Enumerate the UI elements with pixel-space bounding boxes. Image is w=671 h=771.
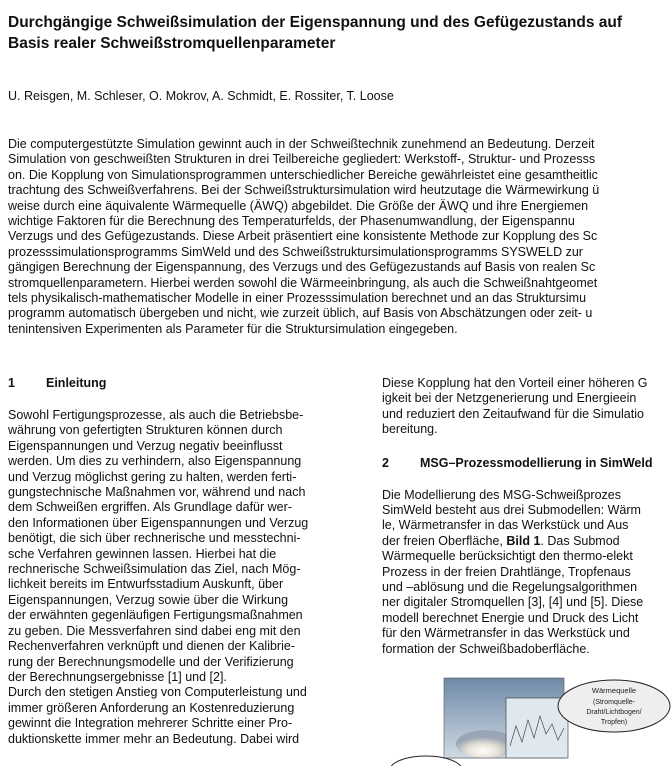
text-line: und reduziert den Zeitaufwand für die Simulatio <box>382 406 644 421</box>
text-line: und Verzug möglichst gering zu halten, werden ferti- <box>8 469 297 484</box>
text-line: den Informationen über Eigenspannungen und Verzug <box>8 515 309 530</box>
text-line: le, Wärmetransfer in das Werkstück und Aus <box>382 518 629 533</box>
abstract-line: on. Die Kopplung von Simulationsprogrammen unterschiedlicher Bereiche gewährleistet eine gesamtheitlic <box>8 167 598 182</box>
text-line: duktionskette immer mehr an Bedeutung. Dabei wird <box>8 731 300 746</box>
text-line: Diese Kopplung hat den Vorteil einer höheren G <box>382 376 648 390</box>
text-line: währung von gefertigten Strukturen können durch <box>8 423 283 438</box>
abstract-line: Simulation von geschweißten Strukturen in drei Teilbereiche gegliedert: Werkstoff-, Struktur- und Prozesss <box>8 152 596 167</box>
text-line: und –ablösung und die Regelungsalgorithmen <box>382 580 638 595</box>
text-line: immer größeren Anforderung an Kostenreduzierung <box>8 700 295 715</box>
text-line: benötigt, die sich über rechnerische und messtechni- <box>8 531 301 546</box>
section-title: MSG–Prozessmodellierung in SimWeld <box>420 455 653 470</box>
abstract-line: trachtung des Schweißverfahrens. Bei der Schweißstruktursimulation wird heutzutage die Wärmewirkung ü <box>8 183 600 198</box>
heat-source-label-4: Tropfen) <box>600 719 628 726</box>
section-number: 1 <box>8 376 15 390</box>
left-column <box>8 376 344 747</box>
right-column <box>382 376 671 657</box>
heat-source-label-2: (Stromquelle- <box>592 699 636 706</box>
section-title: Einleitung <box>46 376 107 390</box>
text-line: lichkeit bereits im Entwurfsstadium Auskunft, über <box>8 577 284 592</box>
abstract-line: prozesssimulationsprogramms SimWeld und des Schweißstruktursimulationsprogramms SYSWELD zur <box>8 244 583 259</box>
text-line: bereitung. <box>382 422 438 437</box>
text-line: zu geben. Die Messverfahren sind dabei eng mit den <box>8 623 301 638</box>
text-line: SimWeld besteht aus drei Submodellen: Wärm <box>382 503 641 518</box>
intro-paragraph <box>8 408 344 685</box>
title-line: Basis realer Schweißstromquellenparameter <box>8 35 336 52</box>
text-line: Prozess in der freien Drahtlänge, Tropfenaus <box>382 564 631 579</box>
text-line: der Berechnungsergebnisse [1] und [2]. <box>8 669 227 684</box>
section-heading-einleitung <box>8 376 344 392</box>
text-line: Die Modellierung des MSG-Schweißprozes <box>382 487 621 502</box>
authors: U. Reisgen, M. Schleser, O. Mokrov, A. Schmidt, E. Rossiter, T. Loose <box>8 89 394 103</box>
text-line: der erwähnten gegenläufigen Fertigungsmaßnahmen <box>8 608 303 623</box>
section-number: 2 <box>382 455 389 470</box>
text-line: Durch den stetigen Anstieg von Computerleistung und <box>8 685 307 700</box>
figure-1 <box>386 676 671 766</box>
text-line: sche Verfahren gewinnen lassen. Hierbei hat die <box>8 546 277 561</box>
text-line: formation der Schweißbadoberfläche. <box>382 641 590 656</box>
abstract-line: gängigen Berechnung der Eigenspannung, des Verzugs und des Gefügezustands auf Basis von realen Sc <box>8 260 596 275</box>
heat-source-label-3: Draht/Lichtbogen/ <box>586 709 642 716</box>
bild-1-ref: Bild 1 <box>506 533 541 548</box>
text-line: Sowohl Fertigungsprozesse, als auch die Betriebsbe- <box>8 408 304 422</box>
text-line: werden. Um dies zu verhindern, also Eigenspannung <box>8 454 302 469</box>
intro-paragraph-2 <box>8 685 344 747</box>
text-line: Eigenspannungen, Verzug sowie über die Wirkung <box>8 592 289 607</box>
text-line-with-bold: der freien Oberfläche, Bild 1. Das Submod <box>382 533 620 548</box>
text-line: für den Wärmetransfer in das Werkstück und <box>382 626 630 641</box>
paper-title <box>8 12 671 54</box>
abstract <box>8 137 671 337</box>
coupling-paragraph <box>382 376 671 438</box>
figure-1-graphic <box>386 676 671 766</box>
text-line: Eigenspannungen und Verzug negativ beeinflusst <box>8 438 283 453</box>
text-line: gewinnt die Integration mehrerer Schritte einer Pro- <box>8 716 293 731</box>
abstract-line: tenintensiven Experimenten als Parameter für die Struktursimulation eingegeben. <box>8 321 458 336</box>
text-line: rung der Berechnungsmodelle und der Verifizierung <box>8 654 294 669</box>
text-line: dem Schweißen ergriffen. Als Grundlage dafür wer- <box>8 500 292 515</box>
text-line: modell berechnet Energie und Druck des Licht <box>382 610 639 625</box>
text-line: Rechenverfahren verknüpft und dienen der Kalibrie- <box>8 639 295 654</box>
abstract-line: tels physikalisch-mathematischer Modelle in einer Prozesssimulation berechnet und an das Struktursimu <box>8 291 587 306</box>
abstract-line: programm automatisch übergeben und nicht, wie zurzeit üblich, auf Basis von Abschätzungen oder zeit- u <box>8 306 593 321</box>
title-line: Durchgängige Schweißsimulation der Eigenspannung und des Gefügezustands auf <box>8 14 623 31</box>
abstract-line: wichtige Faktoren für die Berechnung des Temperaturfelds, der Phasenumwandlung, der Eigenspannu <box>8 214 575 229</box>
abstract-line: Verzugs und des Gefügezustands. Diese Arbeit präsentiert eine konsistente Methode zur Kopplung des Sc <box>8 229 598 244</box>
heat-source-label-1: Wärmequelle <box>591 686 637 695</box>
text-line: igkeit bei der Netzgenerierung und Energieein <box>382 391 637 406</box>
msg-paragraph <box>382 488 671 657</box>
text-line: Wärmequelle berücksichtigt den thermo-elekt <box>382 549 633 564</box>
abstract-line: weise durch eine äquivalente Wärmequelle (ÄWQ) abgebildet. Die Größe der ÄWQ und ihre Energiemen <box>8 198 589 213</box>
text-line: gungstechnische Maßnahmen vor, während und nach <box>8 485 306 500</box>
section-heading-msg <box>382 456 671 472</box>
text-line: ner digitaler Stromquellen [3], [4] und [5]. Diese <box>382 595 644 610</box>
abstract-line: stromquellenparametern. Hierbei werden sowohl die Wärmeeinbringung, als auch die Schweißnahtgeomet <box>8 275 598 290</box>
text-line: rechnerische Schweißsimulation das Ziel, nach Mög- <box>8 562 301 577</box>
abstract-line: Die computergestützte Simulation gewinnt auch in der Schweißtechnik zunehmend an Bedeutung. Derzeit <box>8 137 595 151</box>
